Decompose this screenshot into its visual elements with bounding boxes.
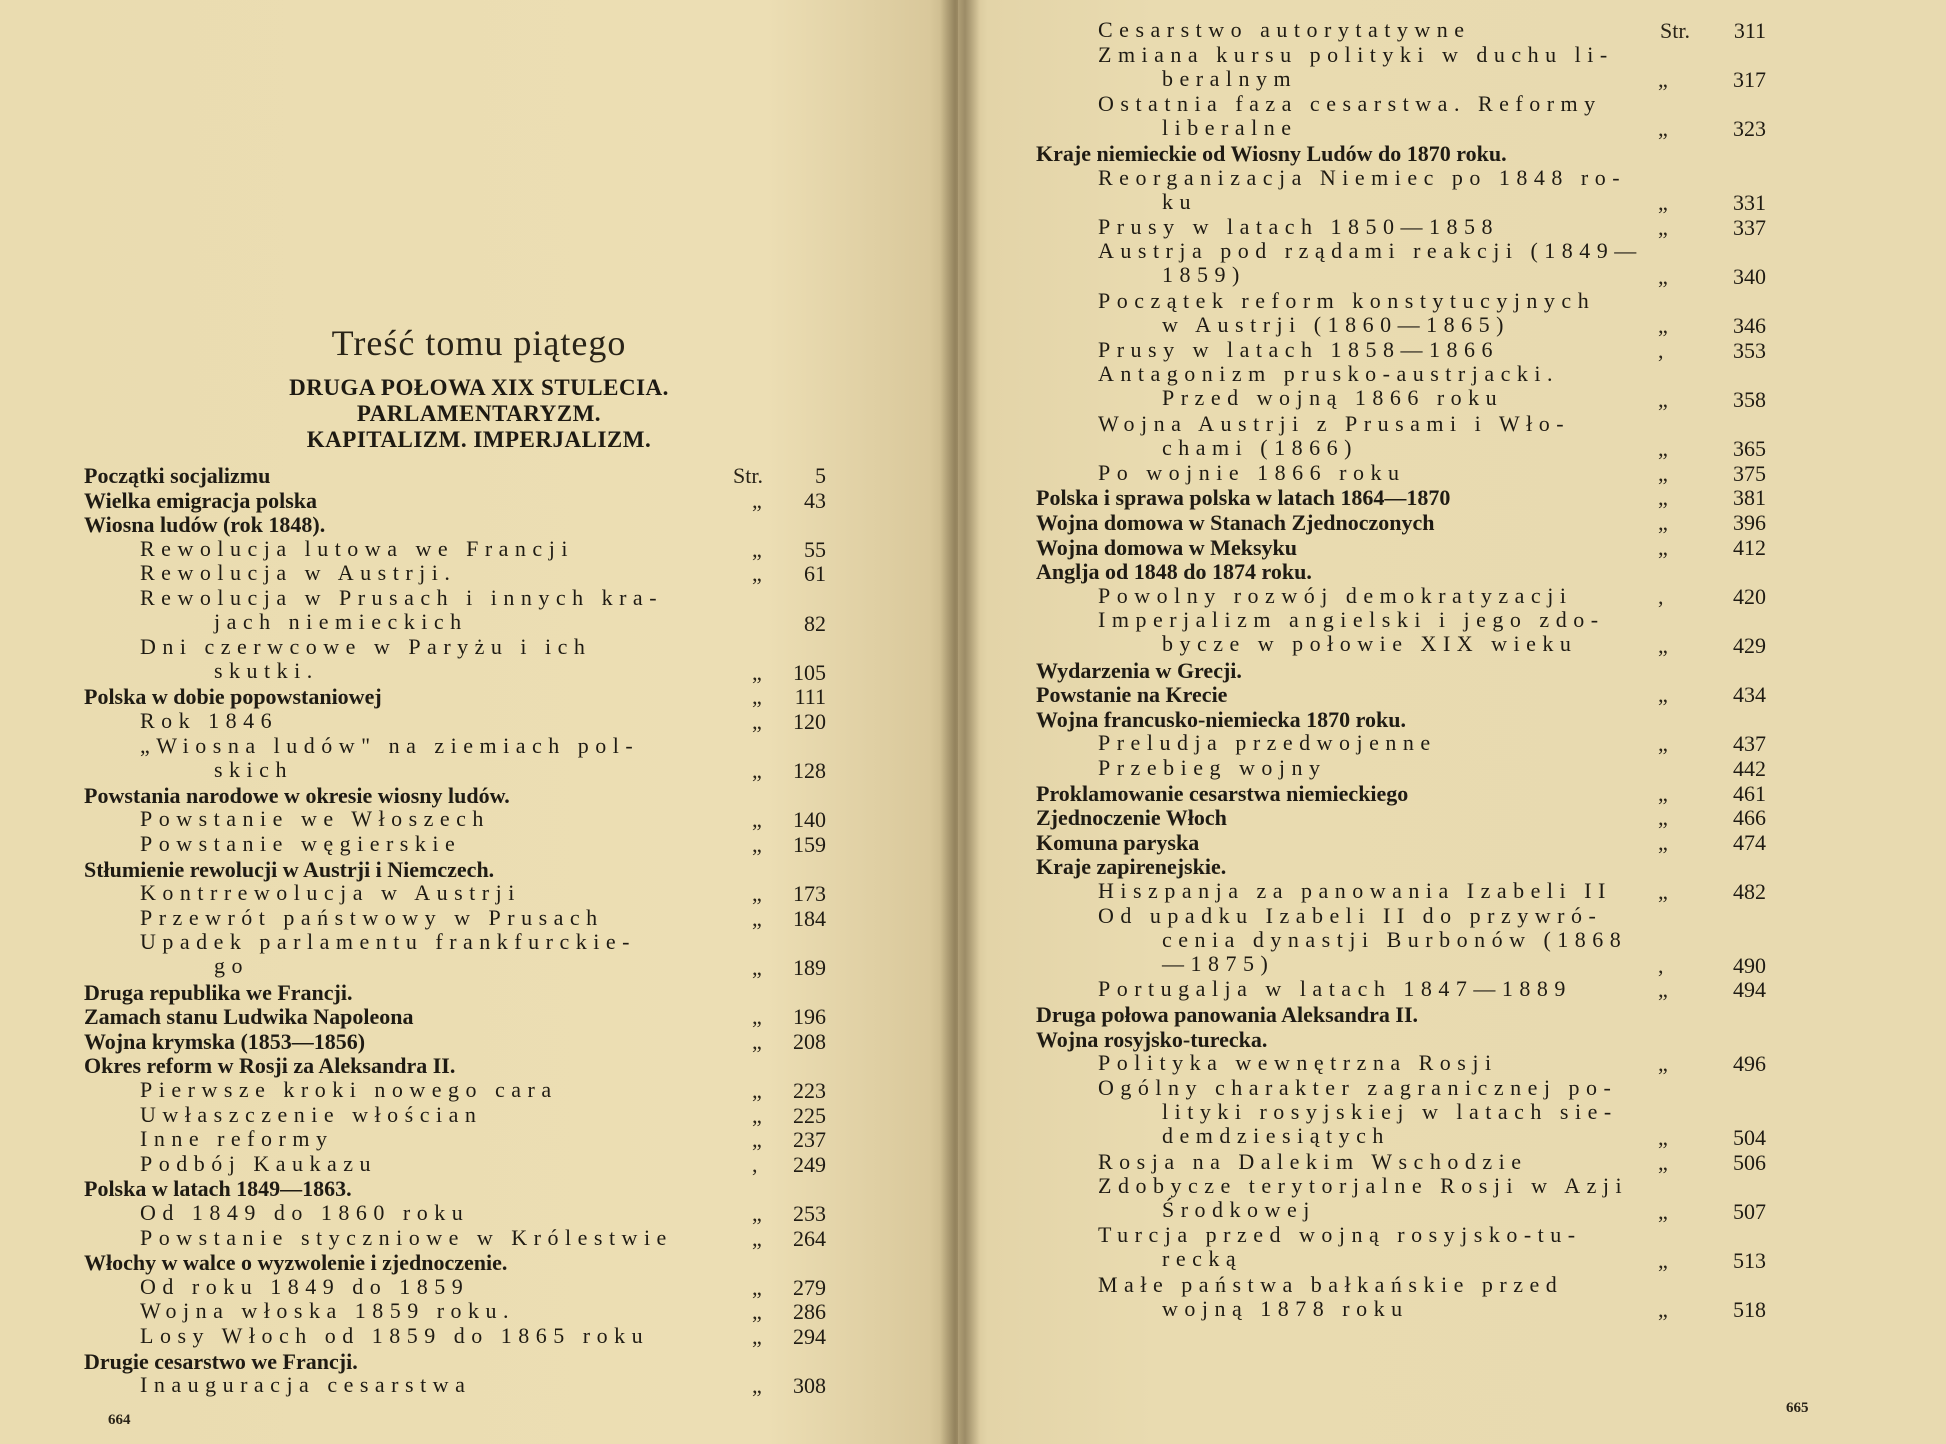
toc-page-number: 279 — [793, 1274, 826, 1300]
toc-page-number: 286 — [793, 1299, 826, 1325]
toc-entry-text: 1859) — [1162, 262, 1246, 288]
toc-page-mark: „ — [752, 1299, 762, 1325]
toc-page-number: 353 — [1733, 337, 1766, 363]
toc-entry-text: Przewrót państwowy w Prusach — [140, 904, 604, 930]
gutter-shadow-right — [958, 0, 980, 1444]
toc-page-mark: Str. — [1660, 18, 1690, 43]
toc-entry — [140, 1127, 700, 1151]
toc-page-mark: „ — [1658, 485, 1668, 511]
toc-entry-text: Wojna domowa w Meksyku — [1036, 534, 1297, 560]
toc-page-mark: „ — [752, 1004, 762, 1030]
toc-entry — [140, 1324, 700, 1348]
toc-entry-text: recką — [1162, 1246, 1243, 1272]
toc-entry-text: Kraje zapirenejskie. — [1036, 854, 1227, 880]
toc-entry-text: Powstanie na Krecie — [1036, 682, 1228, 708]
toc-page-mark: „ — [1658, 190, 1668, 216]
toc-entry — [1098, 1223, 1618, 1271]
toc-entry-text: Podbój Kaukazu — [140, 1150, 378, 1176]
toc-entry — [84, 1029, 700, 1055]
toc-page-mark: „ — [752, 1078, 762, 1103]
toc-entry-text: —1875) — [1162, 950, 1275, 976]
toc-entry-text: Wielka emigracja polska — [84, 487, 318, 513]
toc-entry-text: Polska w latach 1849—1863. — [84, 1176, 352, 1202]
toc-page-number: 173 — [793, 881, 826, 907]
toc-entry-text: Od roku 1849 do 1859 — [140, 1273, 470, 1299]
toc-page-number: 507 — [1733, 1198, 1766, 1224]
toc-entry — [1036, 535, 1618, 561]
toc-page-number: 311 — [1733, 18, 1766, 43]
toc-page-mark: „ — [752, 561, 762, 587]
toc-entry-text: Powstanie styczniowe w Królestwie — [140, 1224, 673, 1250]
toc-page-mark: „ — [752, 1201, 762, 1226]
toc-page-number: 437 — [1733, 731, 1766, 757]
toc-entry-text: Małe państwa bałkańskie przed — [1098, 1271, 1564, 1297]
toc-page-number: 208 — [793, 1028, 826, 1054]
toc-entry — [84, 1349, 700, 1375]
toc-entry — [140, 709, 700, 733]
toc-page-number: 496 — [1733, 1051, 1766, 1077]
toc-page-number: 331 — [1733, 190, 1766, 216]
toc-page-mark: „ — [752, 905, 762, 931]
toc-entry-text: skutki. — [214, 658, 319, 684]
toc-entry-text: Reorganizacja Niemiec po 1848 ro- — [1098, 164, 1627, 190]
toc-page-number: 105 — [793, 659, 826, 685]
toc-entry — [1098, 731, 1618, 755]
toc-page-number: 196 — [793, 1004, 826, 1030]
toc-entry — [140, 1299, 700, 1323]
toc-entry-text: Wiosna ludów (rok 1848). — [84, 512, 326, 538]
toc-entry — [1036, 510, 1618, 536]
toc-entry-text: Rok 1846 — [140, 708, 279, 733]
toc-entry — [1098, 362, 1618, 410]
right-toc-list — [958, 0, 1946, 1444]
toc-page-number: 442 — [1733, 756, 1766, 781]
toc-entry-text: „Wiosna ludów" na ziemiach pol- — [140, 732, 640, 758]
toc-page-number: 358 — [1733, 387, 1766, 412]
toc-page-mark: „ — [1658, 534, 1668, 560]
toc-page-mark: Str. — [733, 463, 763, 488]
toc-entry-text: Wojna krymska (1853—1856) — [84, 1028, 366, 1054]
toc-entry-text: Powstanie we Włoszech — [140, 806, 490, 832]
toc-page-mark: „ — [1658, 1051, 1668, 1077]
toc-page-number: 237 — [793, 1127, 826, 1153]
toc-entry — [1098, 18, 1618, 42]
toc-page-mark: „ — [752, 684, 762, 710]
toc-entry — [1036, 1027, 1618, 1053]
toc-page-number: 412 — [1733, 534, 1766, 560]
toc-entry — [84, 980, 700, 1006]
toc-entry — [1098, 608, 1618, 656]
toc-page-number: 434 — [1733, 682, 1766, 708]
toc-page-number: 420 — [1733, 583, 1766, 609]
toc-page-number: 5 — [815, 463, 826, 488]
toc-entry-text: Ogólny charakter zagranicznej po- — [1098, 1074, 1618, 1100]
toc-entry-text: Imperjalizm angielski i jego zdo- — [1098, 607, 1605, 633]
toc-entry — [1098, 1076, 1618, 1148]
toc-entry-text: go — [214, 953, 249, 979]
toc-page-number: 308 — [793, 1373, 826, 1399]
toc-page-number: 120 — [793, 709, 826, 734]
toc-page-number: 494 — [1733, 977, 1766, 1003]
toc-entry-text: Przebieg wojny — [1098, 755, 1327, 780]
toc-page-number: 264 — [793, 1225, 826, 1251]
toc-entry-text: Wojna domowa w Stanach Zjednoczonych — [1036, 510, 1435, 535]
toc-entry — [1098, 1051, 1618, 1075]
toc-entry-text: Komuna paryska — [1036, 829, 1200, 855]
toc-entry — [140, 1275, 700, 1299]
toc-entry — [1098, 977, 1618, 1001]
toc-page-number: 82 — [804, 610, 826, 636]
toc-entry-text: Od 1849 do 1860 roku — [140, 1200, 470, 1225]
toc-entry — [1036, 1002, 1618, 1028]
toc-page-number: 249 — [793, 1151, 826, 1177]
toc-page-mark: „ — [752, 807, 762, 833]
toc-entry — [140, 1201, 700, 1225]
toc-page-number: 111 — [794, 684, 826, 710]
toc-entry-text: Powstania narodowe w okresie wiosny ludów. — [84, 782, 510, 808]
toc-page-number: 128 — [793, 758, 826, 784]
toc-entry — [140, 881, 700, 905]
toc-page-mark: , — [752, 1151, 758, 1177]
toc-page-number: 504 — [1733, 1125, 1766, 1150]
toc-entry-text: Upadek parlamentu frankfurckie- — [140, 929, 636, 955]
toc-entry-text: beralnym — [1162, 65, 1298, 91]
toc-page-mark: „ — [752, 1028, 762, 1054]
toc-entry-text: liberalne — [1162, 114, 1298, 140]
toc-page-number: 323 — [1733, 116, 1766, 142]
toc-entry-text: Rewolucja lutowa we Francji — [140, 535, 574, 561]
toc-page-number: 189 — [793, 955, 826, 980]
gutter-shadow-left — [940, 0, 958, 1444]
toc-entry-text: ku — [1162, 188, 1197, 214]
toc-entry-text: Rewolucja w Austrji. — [140, 560, 457, 586]
toc-page-number: 43 — [804, 487, 826, 513]
toc-entry-text: jach niemieckich — [214, 609, 468, 634]
toc-page-number: 466 — [1733, 805, 1766, 831]
toc-entry-text: Hiszpanja za panowania Izabeli II — [1098, 878, 1612, 903]
toc-page-mark: „ — [1658, 731, 1668, 757]
toc-entry — [1036, 707, 1618, 733]
toc-page-mark: „ — [1658, 1198, 1668, 1224]
toc-subtitle-line-1: DRUGA POŁOWA XIX STULECIA. — [289, 375, 669, 400]
toc-entry-text: Portugalja w latach 1847—1889 — [1098, 976, 1572, 1002]
toc-page-number: 337 — [1733, 214, 1766, 240]
toc-page-mark: „ — [1658, 879, 1668, 904]
toc-entry-text: Antagonizm prusko-austrjacki. — [1098, 361, 1559, 387]
toc-page-mark: „ — [752, 1102, 762, 1128]
toc-page-mark: „ — [1658, 313, 1668, 339]
toc-page-number: 518 — [1733, 1297, 1766, 1323]
toc-entry — [1098, 902, 1628, 976]
toc-page-number: 482 — [1733, 879, 1766, 904]
toc-entry-text: Po wojnie 1866 roku — [1098, 459, 1406, 485]
left-page — [0, 0, 958, 1444]
toc-entry-text: Zdobycze terytorjalne Rosji w Azji — [1098, 1173, 1629, 1199]
toc-entry-text: Powstanie węgierskie — [140, 831, 462, 856]
toc-entry-text: Początek reform konstytucyjnych — [1098, 287, 1596, 313]
toc-entry-text: Wojna francusko-niemiecka 1870 roku. — [1036, 706, 1406, 732]
toc-entry — [140, 586, 700, 634]
toc-entry-text: Rosja na Dalekim Wschodzie — [1098, 1148, 1528, 1174]
toc-entry-text: Rewolucja w Prusach i innych kra- — [140, 585, 664, 610]
toc-page-number: 340 — [1733, 264, 1766, 289]
toc-page-mark: „ — [752, 1324, 762, 1349]
toc-entry — [1036, 485, 1618, 511]
toc-page-mark: „ — [752, 709, 762, 734]
toc-entry — [140, 906, 700, 930]
toc-page-number: 225 — [793, 1102, 826, 1128]
toc-page-mark: „ — [1658, 510, 1668, 535]
toc-entry-text: Losy Włoch od 1859 do 1865 roku — [140, 1323, 650, 1348]
toc-entry — [1098, 412, 1618, 460]
toc-page-mark: „ — [752, 1373, 762, 1399]
toc-page-mark: „ — [752, 487, 762, 513]
toc-page-number: 365 — [1733, 436, 1766, 462]
left-folio: 664 — [108, 1412, 131, 1428]
toc-entry — [140, 1152, 700, 1176]
toc-subtitle-line-3: KAPITALIZM. IMPERJALIZM. — [306, 427, 652, 452]
toc-entry-text: Wojna Austrji z Prusami i Wło- — [1098, 410, 1571, 436]
toc-entry — [1098, 1173, 1629, 1223]
toc-entry — [140, 635, 700, 683]
toc-page-mark: „ — [1658, 214, 1668, 240]
toc-entry-text: w Austrji (1860—1865) — [1162, 311, 1510, 337]
toc-entry — [84, 463, 700, 489]
toc-entry — [1036, 781, 1618, 807]
toc-entry-text: Wydarzenia w Grecji. — [1036, 657, 1242, 683]
toc-entry-text: Polska i sprawa polska w latach 1864—1870 — [1036, 485, 1451, 511]
toc-entry-text: Pierwsze kroki nowego cara — [140, 1077, 558, 1102]
toc-page-number: 294 — [793, 1324, 826, 1349]
toc-entry-text: cenia dynastji Burbonów (1868 — [1162, 926, 1628, 952]
toc-entry-text: Dni czerwcowe w Paryżu i ich — [140, 634, 592, 660]
toc-entry — [140, 734, 700, 782]
toc-page-mark: „ — [1658, 1125, 1668, 1150]
toc-entry-text: Od upadku Izabeli II do przywró- — [1098, 902, 1603, 928]
toc-page-mark: „ — [1658, 805, 1668, 831]
toc-entry-text: Preludja przedwojenne — [1098, 730, 1437, 756]
toc-page-mark: „ — [752, 536, 762, 562]
toc-entry — [140, 832, 700, 856]
toc-entry — [1036, 559, 1618, 585]
toc-entry — [84, 783, 700, 809]
toc-page-mark: „ — [1658, 682, 1668, 708]
toc-page-mark: „ — [1658, 633, 1668, 658]
toc-page-mark: „ — [752, 659, 762, 685]
toc-entry-text: Turcja przed wojną rosyjsko-tu- — [1098, 1222, 1582, 1248]
toc-page-mark: „ — [1658, 977, 1668, 1003]
toc-page-number: 461 — [1733, 780, 1766, 806]
toc-entry-text: Polityka wewnętrzna Rosji — [1098, 1050, 1498, 1076]
toc-entry-text: Kraje niemieckie od Wiosny Ludów do 1870 roku. — [1036, 141, 1507, 166]
toc-entry — [1098, 879, 1618, 903]
toc-entry-text: Anglja od 1848 do 1874 roku. — [1036, 559, 1312, 585]
toc-entry — [1098, 215, 1618, 239]
toc-entry-text: lityki rosyjskiej w latach sie- — [1162, 1098, 1618, 1124]
toc-entry-text: Druga połowa panowania Aleksandra II. — [1036, 1002, 1419, 1027]
toc-page-mark: „ — [1658, 387, 1668, 412]
toc-entry-text: Zmiana kursu polityki w duchu li- — [1098, 41, 1614, 67]
toc-page-mark: „ — [1658, 436, 1668, 462]
toc-page-number: 159 — [793, 832, 826, 857]
toc-page-mark: „ — [752, 955, 762, 980]
toc-entry — [1036, 658, 1618, 684]
toc-page-mark: , — [1658, 952, 1664, 978]
toc-page-number: 375 — [1733, 460, 1766, 486]
toc-entry-text: Austrja pod rządami reakcji (1849— — [1098, 238, 1643, 264]
toc-entry-text: Cesarstwo autorytatywne — [1098, 17, 1471, 42]
toc-page-number: 474 — [1733, 829, 1766, 855]
toc-page-mark: „ — [1658, 1297, 1668, 1323]
toc-page-mark: „ — [1658, 1149, 1668, 1175]
toc-entry-text: Uwłaszczenie włościan — [140, 1101, 483, 1127]
toc-entry-text: Powolny rozwój demokratyzacji — [1098, 582, 1573, 608]
toc-page-mark: „ — [752, 832, 762, 857]
toc-entry — [140, 1373, 700, 1397]
toc-page-number: 396 — [1733, 510, 1766, 535]
toc-entry-text: demdziesiątych — [1162, 1122, 1390, 1148]
toc-entry — [140, 930, 700, 978]
toc-title: Treść tomu piątego — [331, 323, 627, 363]
toc-entry-text: skich — [214, 756, 293, 782]
left-toc-list — [0, 0, 958, 1444]
toc-entry — [1098, 43, 1618, 91]
toc-entry-text: Stłumienie rewolucji w Austrji i Niemczech. — [84, 856, 495, 882]
toc-entry — [84, 488, 700, 514]
toc-page-number: 253 — [793, 1201, 826, 1226]
toc-page-mark: , — [1658, 337, 1664, 363]
toc-entry-text: Ostatnia faza cesarstwa. Reformy — [1098, 90, 1602, 116]
toc-entry — [1098, 461, 1618, 485]
toc-page-number: 61 — [804, 561, 826, 587]
toc-entry — [1098, 338, 1618, 362]
toc-entry — [140, 537, 700, 561]
toc-entry — [140, 561, 700, 585]
toc-entry-text: Zjednoczenie Włoch — [1036, 805, 1227, 831]
toc-page-number: 184 — [793, 905, 826, 931]
toc-page-number: 140 — [793, 807, 826, 833]
toc-page-mark: „ — [752, 758, 762, 784]
toc-page-mark: „ — [1658, 829, 1668, 855]
toc-page-number: 513 — [1733, 1248, 1766, 1273]
toc-entry — [1098, 289, 1618, 337]
toc-entry-text: Okres reform w Rosji za Aleksandra II. — [84, 1053, 456, 1079]
right-page — [958, 0, 1946, 1444]
toc-entry-text: chami (1866) — [1162, 434, 1358, 460]
toc-page-mark: „ — [752, 881, 762, 907]
toc-entry-text: Druga republika we Francji. — [84, 979, 353, 1005]
toc-entry — [1036, 682, 1618, 708]
toc-entry — [140, 1078, 700, 1102]
toc-page-number: 346 — [1733, 313, 1766, 339]
toc-page-mark: „ — [1658, 116, 1668, 142]
toc-entry-text: Początki socjalizmu — [84, 463, 271, 488]
toc-entry — [1036, 805, 1618, 831]
toc-entry — [84, 1250, 700, 1276]
toc-page-mark: „ — [752, 1127, 762, 1153]
toc-entry-text: bycze w połowie XIX wieku — [1162, 631, 1578, 657]
toc-entry — [1036, 141, 1618, 167]
toc-page-mark: „ — [1658, 67, 1668, 93]
toc-entry-text: Wojna włoska 1859 roku. — [140, 1298, 516, 1324]
right-folio: 665 — [1786, 1400, 1809, 1416]
toc-entry — [140, 1226, 700, 1250]
toc-entry — [1098, 584, 1618, 608]
toc-entry-text: Drugie cesarstwo we Francji. — [84, 1348, 358, 1374]
toc-entry — [84, 684, 700, 710]
toc-entry-text: Zamach stanu Ludwika Napoleona — [84, 1004, 414, 1030]
toc-entry-text: Prusy w latach 1850—1858 — [1098, 213, 1500, 239]
toc-entry — [84, 1176, 700, 1202]
toc-entry-text: Proklamowanie cesarstwa niemieckiego — [1036, 780, 1409, 806]
toc-entry-text: Środkowej — [1162, 1197, 1316, 1223]
toc-entry-text: Prusy w latach 1858—1866 — [1098, 336, 1500, 362]
toc-entry-text: Inauguracja cesarstwa — [140, 1372, 472, 1398]
toc-page-number: 506 — [1733, 1149, 1766, 1175]
toc-page-number: 490 — [1733, 952, 1766, 978]
toc-entry — [1098, 164, 1627, 214]
toc-page-number: 55 — [804, 536, 826, 562]
toc-page-mark: „ — [1658, 1248, 1668, 1273]
toc-entry-text: Włochy w walce o wyzwolenie i zjednoczenie. — [84, 1250, 508, 1276]
toc-entry — [1098, 1150, 1618, 1174]
toc-page-mark: „ — [1658, 780, 1668, 806]
toc-entry-text: Inne reformy — [140, 1126, 334, 1152]
toc-entry — [1036, 830, 1618, 856]
toc-entry — [1098, 1273, 1618, 1321]
toc-entry — [140, 1103, 700, 1127]
toc-page-mark: , — [1658, 583, 1664, 609]
toc-entry — [1098, 92, 1618, 140]
toc-entry — [1098, 756, 1618, 780]
toc-entry — [1036, 854, 1618, 880]
toc-page-mark: „ — [1658, 264, 1668, 289]
toc-page-mark: „ — [1658, 460, 1668, 486]
toc-subtitle-line-2: PARLAMENTARYZM. — [356, 401, 602, 426]
toc-page-number: 429 — [1733, 633, 1766, 658]
toc-entry — [84, 857, 700, 883]
toc-entry — [84, 512, 700, 538]
toc-entry — [84, 1004, 700, 1030]
toc-entry — [140, 807, 700, 831]
toc-page-mark: „ — [752, 1274, 762, 1300]
toc-page-number: 381 — [1733, 485, 1766, 511]
toc-page-number: 223 — [793, 1078, 826, 1103]
toc-entry-text: wojną 1878 roku — [1162, 1295, 1409, 1321]
toc-entry-text: Wojna rosyjsko-turecka. — [1036, 1026, 1268, 1052]
toc-entry-text: Kontrrewolucja w Austrji — [140, 880, 521, 906]
toc-entry — [84, 1053, 700, 1079]
toc-entry-text: Polska w dobie popowstaniowej — [84, 684, 382, 710]
toc-page-mark: „ — [752, 1225, 762, 1251]
toc-entry — [1098, 238, 1643, 288]
toc-entry-text: Przed wojną 1866 roku — [1162, 385, 1504, 411]
toc-page-number: 317 — [1733, 67, 1766, 93]
